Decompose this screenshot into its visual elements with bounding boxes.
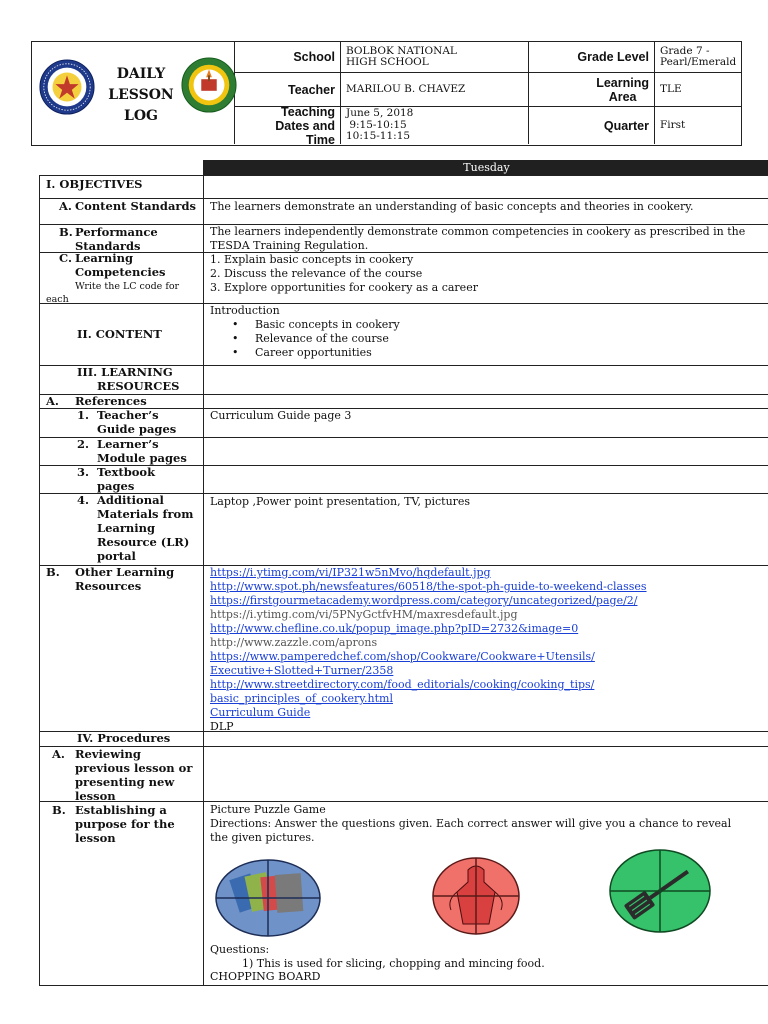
- teaching-dates-value: June 5, 2018 9:15-10:15 10:15-11:15: [341, 107, 529, 144]
- objectives-label: I. OBJECTIVES: [40, 176, 204, 198]
- other-resources-value: [204, 566, 768, 731]
- questions-label: Questions:: [210, 943, 270, 956]
- learning-competencies-value: [204, 253, 768, 303]
- list-item: • Career opportunities: [210, 346, 768, 360]
- learning-area-value: TLE: [655, 73, 741, 107]
- row-textbook: [39, 466, 768, 494]
- resource-link[interactable]: http://www.streetdirectory.com/food_editorials/cooking/cooking_tips/: [210, 678, 595, 691]
- grade-level-value: Grade 7 - Pearl/Emerald: [655, 42, 741, 73]
- teachers-guide-label: 1. Teacher’s Guide pages: [40, 409, 204, 437]
- row-reviewing: [39, 747, 768, 802]
- quarter-label: Quarter: [529, 107, 655, 144]
- resource-link[interactable]: https://i.ytimg.com/vi/5PNyGctfvHM/maxresdefault.jpg: [210, 608, 518, 621]
- content-standards-value: The learners demonstrate an understanding of basic concepts and theories in cookery.: [210, 200, 694, 213]
- competency-item: 2. Discuss the relevance of the course: [210, 267, 423, 280]
- content-standards-label: A. Content Standards: [40, 199, 204, 224]
- performance-standards-label: B. Performance Standards: [40, 225, 204, 252]
- content-bullet-list: [210, 318, 768, 360]
- performance-standards-value: The learners independently demonstrate common competencies in cookery as prescribed in the TESDA Training Regulation.: [210, 225, 746, 252]
- row-procedures: [39, 732, 768, 747]
- additional-materials-value: Laptop ,Power point presentation, TV, pictures: [210, 495, 471, 508]
- learning-area-label: Learning Area: [529, 73, 655, 107]
- textbook-label: 3. Textbook pages: [40, 466, 204, 493]
- list-item: • Relevance of the course: [210, 332, 768, 346]
- row-establishing-purpose: [39, 802, 768, 986]
- resource-link[interactable]: Curriculum Guide: [210, 706, 311, 719]
- establishing-purpose-label: B. Establishing a purpose for the lesson: [40, 802, 204, 985]
- teachers-guide-value: Curriculum Guide page 3: [210, 409, 352, 422]
- content-value: [204, 304, 768, 365]
- textbook-value: [204, 466, 768, 493]
- learning-competencies-label: C. Learning Competencies Write the LC code for each: [40, 253, 204, 303]
- school-seal-icon: [180, 56, 238, 114]
- resource-link[interactable]: http://www.spot.ph/newsfeatures/60518/the-spot-ph-guide-to-weekend-classes: [210, 580, 647, 593]
- title-line: LOG: [124, 108, 158, 124]
- row-objectives: [39, 175, 768, 199]
- resource-link[interactable]: http://www.zazzle.com/aprons: [210, 636, 378, 649]
- row-other-resources: [39, 566, 768, 732]
- learning-resources-label: III. LEARNING RESOURCES: [40, 366, 204, 394]
- reviewing-value: [204, 747, 768, 801]
- procedures-value: [204, 732, 768, 746]
- row-performance-standards: [39, 225, 768, 253]
- puzzle-picture-turner[interactable]: [608, 848, 712, 934]
- game-directions: Directions: Answer the questions given. Each correct answer will give you a chance to reveal the given pictures.: [210, 817, 732, 844]
- header-table: [31, 41, 742, 146]
- school-value: BOLBOK NATIONAL HIGH SCHOOL: [341, 42, 529, 73]
- deped-seal-icon: [38, 58, 96, 116]
- learners-module-value: [204, 438, 768, 465]
- row-additional-materials: [39, 494, 768, 566]
- row-learning-resources: [39, 366, 768, 395]
- grade-level-label: Grade Level: [529, 42, 655, 73]
- additional-materials-label: 4. Additional Materials from Learning Resource (LR) portal: [40, 494, 204, 565]
- daily-lesson-log-title: [105, 64, 177, 127]
- answer-text: CHOPPING BOARD: [210, 970, 321, 983]
- learning-resources-value: [204, 366, 768, 394]
- resource-link[interactable]: Executive+Slotted+Turner/2358: [210, 664, 394, 677]
- references-value: [204, 395, 768, 408]
- row-learners-module: [39, 438, 768, 466]
- content-intro: Introduction: [210, 304, 280, 317]
- other-resources-label: B. Other Learning Resources: [40, 566, 204, 731]
- establishing-purpose-value: [204, 802, 768, 985]
- row-references: [39, 395, 768, 409]
- dlp-text: DLP: [210, 720, 234, 733]
- day-header: Tuesday: [203, 160, 768, 175]
- content-label: II. CONTENT: [40, 304, 204, 365]
- learners-module-label: 2. Learner’s Module pages: [40, 438, 204, 465]
- row-content-standards: [39, 199, 768, 225]
- teacher-label: Teacher: [235, 73, 341, 107]
- resource-link[interactable]: https://firstgourmetacademy.wordpress.com/category/uncategorized/page/2/: [210, 594, 638, 607]
- question-item: 1) This is used for slicing, chopping and mincing food.: [242, 957, 545, 970]
- references-label: A. References: [40, 395, 204, 408]
- resource-link[interactable]: https://i.ytimg.com/vi/IP321w5nMvo/hqdefault.jpg: [210, 566, 491, 579]
- game-title: Picture Puzzle Game: [210, 803, 326, 816]
- teaching-dates-label: Teaching Dates and Time: [235, 107, 341, 144]
- reviewing-label: A. Reviewing previous lesson or presenting new lesson: [40, 747, 204, 801]
- teacher-value: MARILOU B. CHAVEZ: [341, 73, 529, 107]
- title-line: LESSON: [108, 87, 174, 103]
- procedures-label: IV. Procedures: [40, 732, 204, 746]
- list-item: • Basic concepts in cookery: [210, 318, 768, 332]
- row-teachers-guide: [39, 409, 768, 438]
- puzzle-picture-apron[interactable]: [431, 856, 521, 936]
- puzzle-picture-boards[interactable]: [214, 858, 322, 938]
- competency-item: 3. Explore opportunities for cookery as a career: [210, 281, 478, 294]
- quarter-value: First: [660, 118, 686, 131]
- row-content: [39, 304, 768, 366]
- school-label: School: [235, 42, 341, 73]
- row-learning-competencies: [39, 253, 768, 304]
- resource-link[interactable]: http://www.chefline.co.uk/popup_image.php?pID=2732&image=0: [210, 622, 579, 635]
- resource-link[interactable]: https://www.pamperedchef.com/shop/Cookware/Cookware+Utensils/: [210, 650, 595, 663]
- competency-item: 1. Explain basic concepts in cookery: [210, 253, 414, 266]
- header-logo-cell: [32, 42, 235, 144]
- lesson-table: [39, 160, 768, 986]
- objectives-value: [204, 176, 768, 198]
- resource-link[interactable]: basic_principles_of_cookery.html: [210, 692, 393, 705]
- title-line: DAILY: [116, 66, 166, 82]
